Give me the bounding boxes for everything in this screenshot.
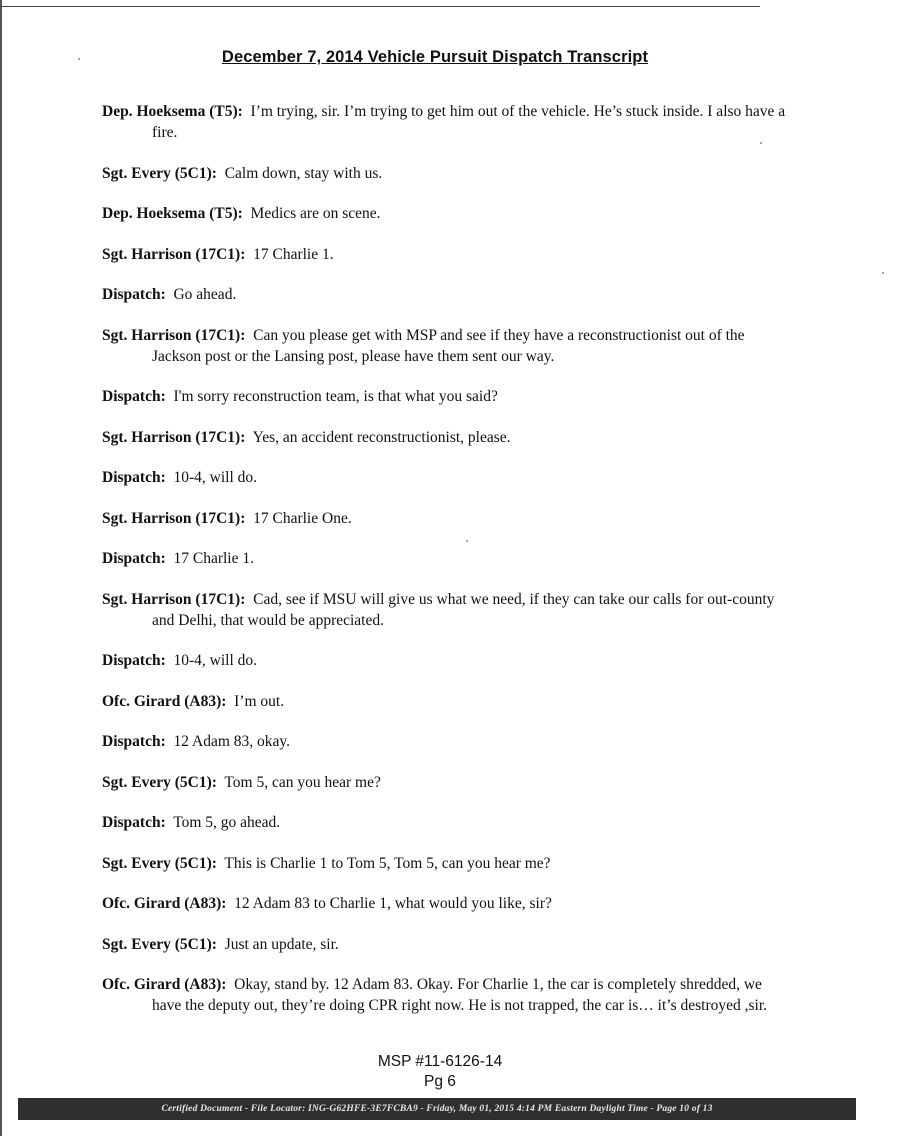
speaker-name: Dispatch: — [102, 814, 166, 831]
transcript-entry — [102, 974, 792, 1016]
utterance-text: 17 Charlie 1. — [173, 550, 254, 567]
utterance-text: 17 Charlie One. — [253, 509, 352, 527]
transcript-entry — [102, 386, 792, 407]
transcript-entry — [102, 427, 792, 448]
utterance-text: 17 Charlie 1. — [253, 245, 334, 263]
speaker-name: Dep. Hoeksema (T5): — [102, 103, 243, 120]
case-number: MSP #11-6126-14 — [377, 1053, 503, 1070]
transcript-entry — [102, 853, 792, 874]
utterance-text: This is Charlie 1 to Tom 5, Tom 5, can you hear me? — [224, 854, 551, 872]
speaker-name: Dispatch: — [102, 388, 166, 405]
utterance-text: 10-4, will do. — [173, 652, 258, 669]
transcript-entry — [102, 467, 792, 488]
page-footer — [0, 1052, 880, 1092]
page-edge-left — [0, 0, 2, 1136]
transcript-entry — [102, 101, 792, 143]
utterance-text: Tom 5, go ahead. — [173, 814, 281, 831]
transcript-entry — [102, 589, 792, 631]
scan-speck — [760, 142, 762, 144]
utterance-text: Can you please get with MSP and see if they have a reconstructionist out of the Jackson post or the Lansing post, please have them sent our way. — [152, 326, 745, 365]
transcript-entry — [102, 548, 792, 569]
scan-speck — [882, 272, 884, 274]
transcript-entry — [102, 244, 792, 265]
scan-speck — [466, 540, 468, 542]
speaker-name: Dispatch: — [102, 286, 166, 303]
utterance-text: I'm sorry reconstruction team, is that what you said? — [173, 388, 498, 405]
speaker-name: Ofc. Girard (A83): — [102, 692, 227, 710]
transcript-entry — [102, 284, 792, 305]
speaker-name: Sgt. Harrison (17C1): — [102, 428, 246, 446]
transcript-entry — [102, 650, 792, 671]
transcript-entry — [102, 203, 792, 224]
speaker-name: Sgt. Every (5C1): — [102, 773, 217, 791]
transcript-entry — [102, 325, 792, 367]
utterance-text: Medics are on scene. — [250, 205, 381, 222]
speaker-name: Sgt. Every (5C1): — [102, 854, 217, 872]
speaker-name: Sgt. Harrison (17C1): — [102, 245, 246, 263]
page-edge-top — [0, 6, 760, 7]
transcript-entry — [102, 508, 792, 529]
utterance-text: I’m out. — [234, 692, 285, 710]
speaker-name: Ofc. Girard (A83): — [102, 895, 227, 912]
speaker-name: Dispatch: — [102, 733, 166, 750]
utterance-text: Yes, an accident reconstructionist, please. — [252, 428, 511, 446]
speaker-name: Ofc. Girard (A83): — [102, 976, 227, 993]
utterance-text: Go ahead. — [173, 286, 237, 303]
utterance-text: Okay, stand by. 12 Adam 83. Okay. For Charlie 1, the car is completely shredded, we have the deputy out, they’re doing CPR right now. He is not trapped, the car is… it’s destroyed ,sir. — [152, 976, 768, 1014]
speaker-name: Dep. Hoeksema (T5): — [102, 205, 243, 222]
certification-bar — [18, 1098, 856, 1120]
utterance-text: 12 Adam 83 to Charlie 1, what would you like, sir? — [234, 895, 552, 912]
page-number: Pg 6 — [424, 1073, 456, 1090]
transcript-entry — [102, 812, 792, 833]
speaker-name: Dispatch: — [102, 652, 166, 669]
transcript-entry — [102, 934, 792, 955]
scan-speck — [78, 58, 80, 60]
transcript-entry — [102, 731, 792, 752]
certification-text: Certified Document - File Locator: ING-G62HFE-3E7FCBA9 - Friday, May 01, 2015 4:14 PM Eastern Daylight Time - Page 10 of 13 — [161, 1104, 713, 1114]
speaker-name: Sgt. Every (5C1): — [102, 164, 217, 182]
speaker-name: Sgt. Harrison (17C1): — [102, 509, 246, 527]
utterance-text: Cad, see if MSU will give us what we need, if they can take our calls for out-county and Delhi, that would be appreciated. — [152, 590, 775, 629]
speaker-name: Dispatch: — [102, 469, 166, 486]
transcript-entry — [102, 163, 792, 184]
transcript-body — [102, 101, 792, 1036]
document-title: December 7, 2014 Vehicle Pursuit Dispatch Transcript — [221, 48, 649, 66]
utterance-text: 10-4, will do. — [173, 469, 258, 486]
speaker-name: Sgt. Harrison (17C1): — [102, 590, 246, 608]
utterance-text: 12 Adam 83, okay. — [173, 733, 291, 750]
utterance-text: Calm down, stay with us. — [224, 164, 383, 182]
utterance-text: Just an update, sir. — [224, 935, 339, 953]
speaker-name: Dispatch: — [102, 550, 166, 567]
speaker-name: Sgt. Every (5C1): — [102, 935, 217, 953]
transcript-entry — [102, 893, 792, 914]
transcript-entry — [102, 691, 792, 712]
utterance-text: I’m trying, sir. I’m trying to get him out of the vehicle. He’s stuck inside. I also have a fire. — [152, 103, 786, 141]
transcript-entry — [102, 772, 792, 793]
utterance-text: Tom 5, can you hear me? — [224, 773, 381, 791]
speaker-name: Sgt. Harrison (17C1): — [102, 326, 246, 344]
